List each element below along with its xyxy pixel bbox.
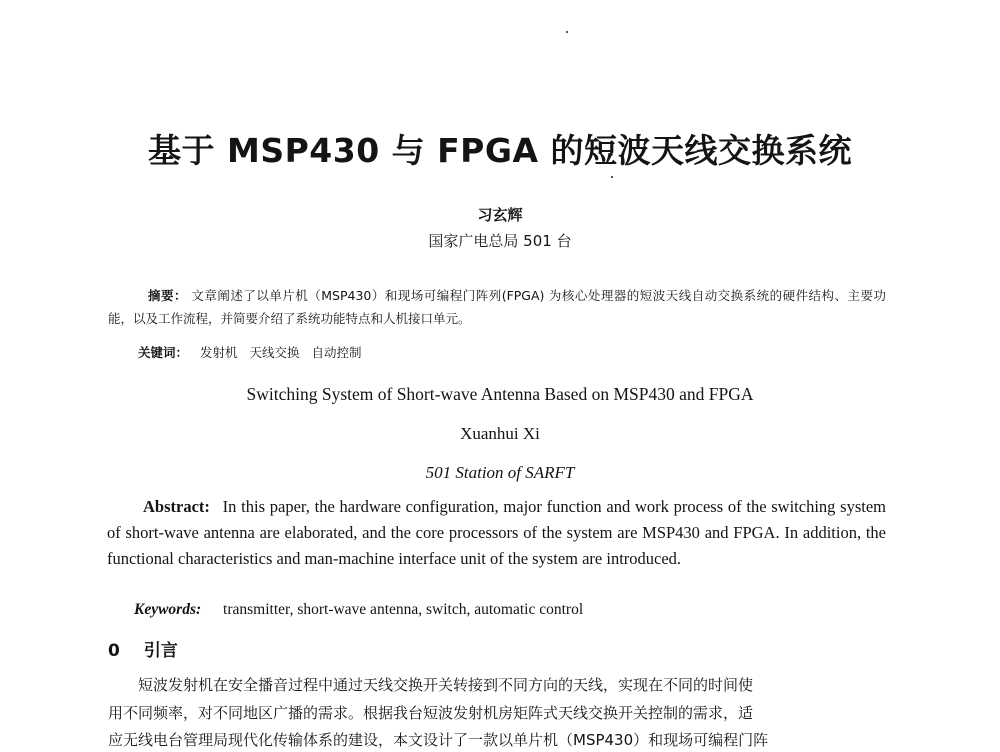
chinese-keyword: 自动控制 [311, 345, 362, 360]
paper-title: 基于 MSP430 与 FPGA 的短波天线交换系统 [148, 131, 852, 170]
section-number: 0 [108, 641, 120, 661]
english-keywords-label: Keywords: [134, 601, 202, 618]
section-title: 引言 [143, 641, 178, 661]
chinese-keyword: 天线交换 [249, 345, 300, 360]
chinese-author: 习玄辉 [477, 206, 523, 224]
chinese-abstract-label: 摘要： [148, 288, 187, 303]
english-author: Xuanhui Xi [460, 424, 540, 443]
english-abstract-text: In this paper, the hardware configuration, major function and work process of the switching system of short-wave antenna are elaborated, and the core processors of the system are MSP430 and FPGA. In addition, the functional characteristics and man-machine interface unit of the system are introduced. [107, 497, 887, 568]
chinese-abstract-text: 文章阐述了以单片机（MSP430）和现场可编程门阵列(FPGA) 为核心处理器的短波天线自动交换系统的硬件结构、主要功能，以及工作流程，并简要介绍了系统功能特点和人机接口单元。 [108, 288, 886, 326]
english-abstract [107, 494, 886, 572]
english-abstract-label: Abstract: [143, 497, 210, 516]
english-title: Switching System of Short-wave Antenna Based on MSP430 and FPGA [246, 384, 754, 404]
section-heading [108, 638, 178, 664]
chinese-affiliation: 国家广电总局 501 台 [428, 232, 572, 250]
chinese-abstract [108, 284, 886, 330]
scan-speck [611, 176, 613, 178]
english-affiliation: 501 Station of SARFT [425, 463, 575, 482]
intro-paragraph-line: 短波发射机在安全播音过程中通过天线交换开关转接到不同方向的天线，实现在不同的时间使 [138, 676, 754, 694]
chinese-keyword: 发射机 [200, 345, 238, 360]
english-keywords-text: transmitter, short-wave antenna, switch, automatic control [223, 601, 584, 618]
scan-speck [566, 31, 568, 33]
intro-paragraph-line: 应无线电台管理局现代化传输体系的建设，本文设计了一款以单片机（MSP430）和现场可编程门阵 [108, 731, 769, 749]
chinese-keywords [138, 342, 362, 364]
english-keywords [134, 598, 583, 622]
chinese-keywords-label: 关键词： [138, 345, 189, 360]
intro-paragraph-line: 用不同频率，对不同地区广播的需求。根据我台短波发射机房矩阵式天线交换开关控制的需求，适 [108, 704, 754, 722]
